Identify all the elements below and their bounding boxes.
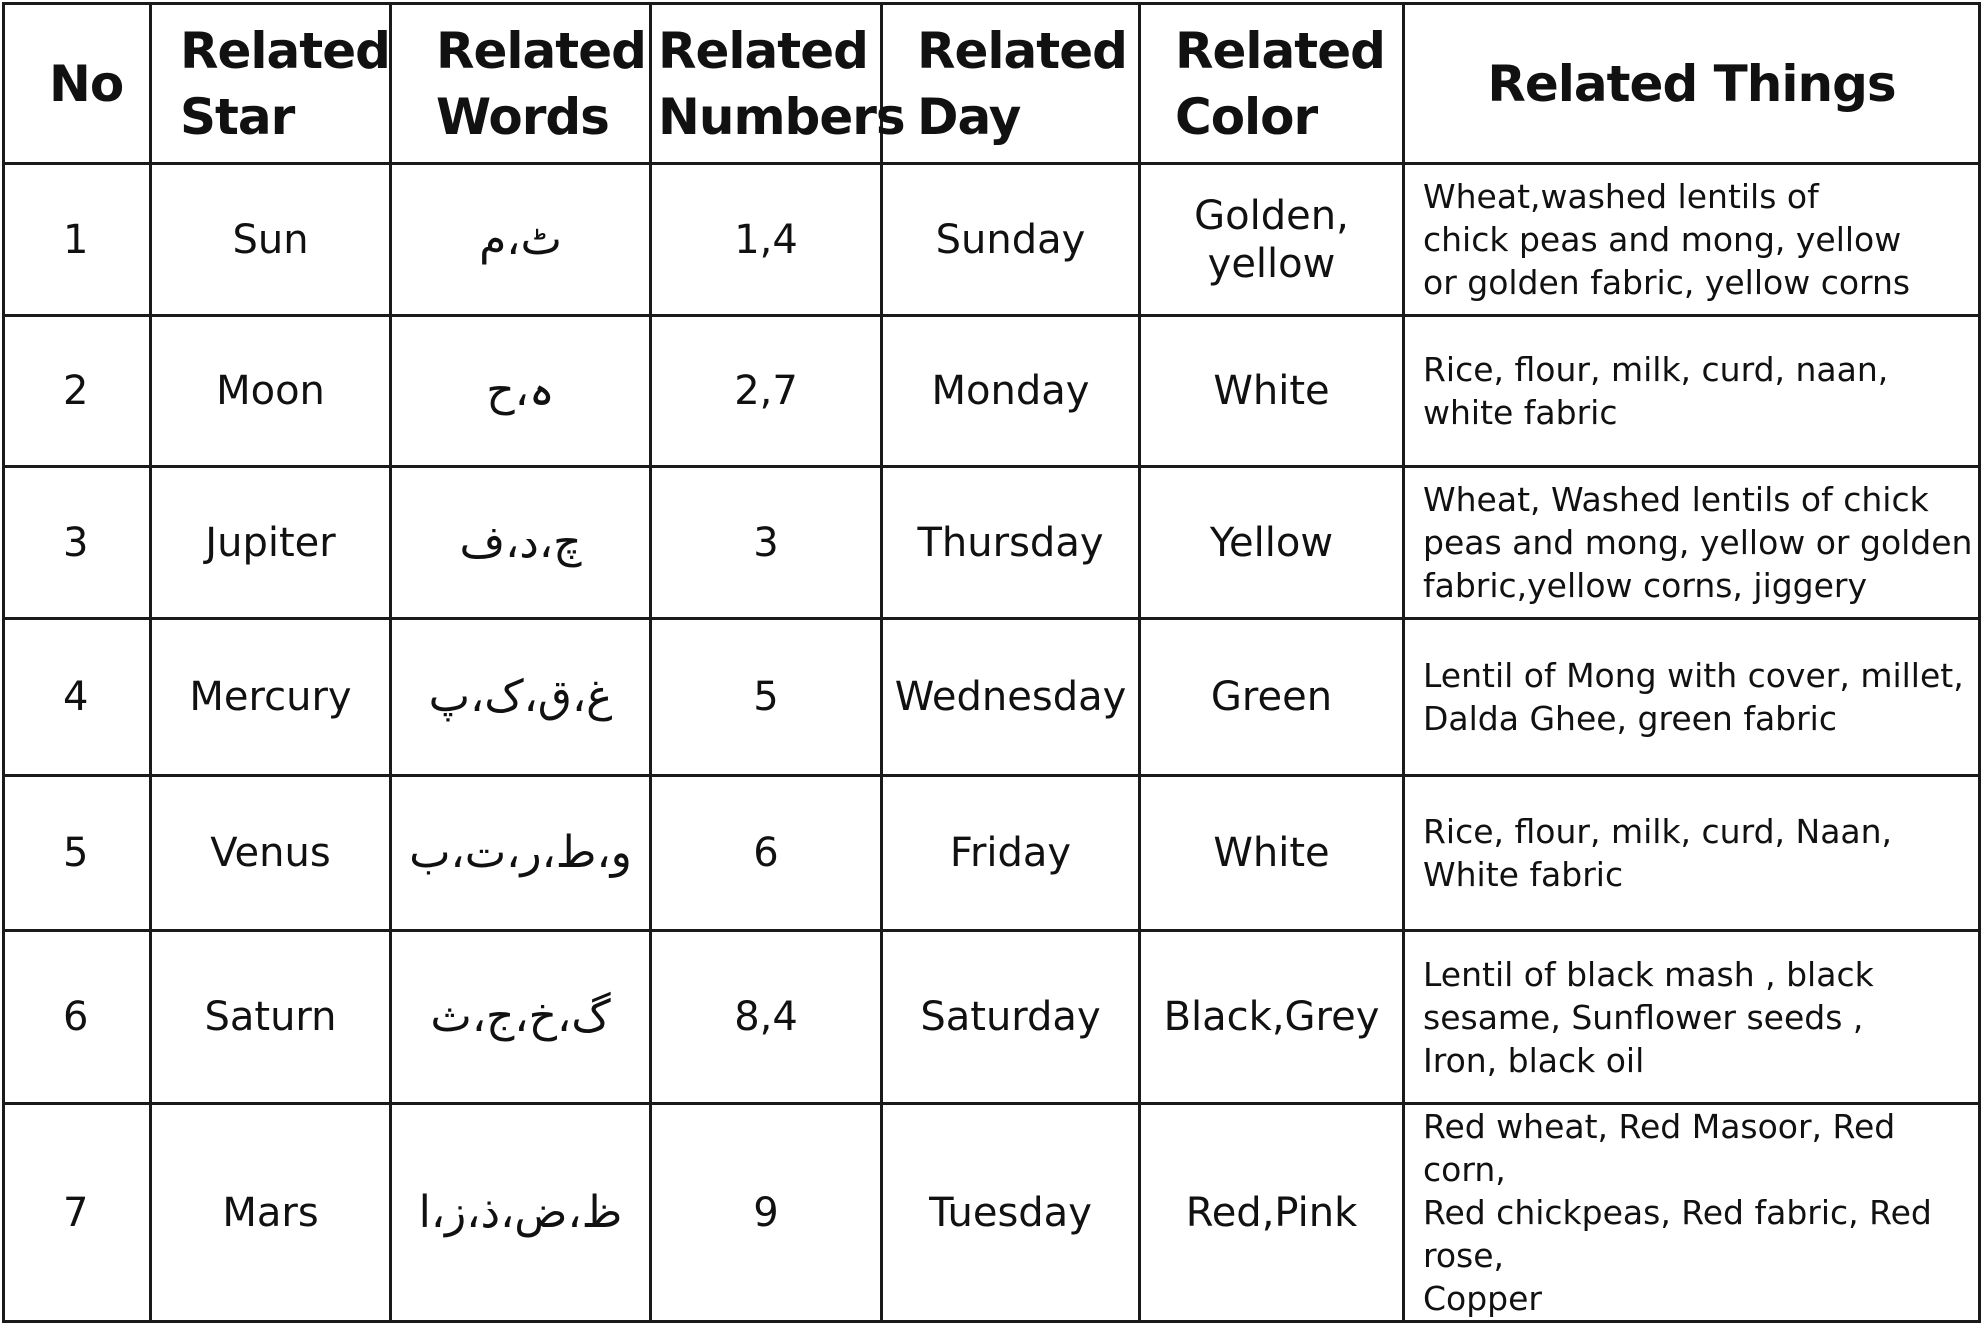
cell-color bbox=[1140, 467, 1404, 619]
header-related-star bbox=[151, 4, 391, 164]
cell-words: ٹ،م bbox=[391, 164, 651, 316]
cell-things-line: Red chickpeas, Red fabric, Red rose, bbox=[1423, 1193, 1932, 1275]
cell-no: 5 bbox=[4, 776, 151, 931]
header-numbers-line-1: Related bbox=[658, 21, 868, 80]
cell-day: Friday bbox=[882, 776, 1140, 931]
cell-no: 7 bbox=[4, 1104, 151, 1322]
cell-star: Venus bbox=[151, 776, 391, 931]
cell-color bbox=[1140, 776, 1404, 931]
header-color-line-2: Color bbox=[1175, 87, 1318, 146]
cell-things bbox=[1404, 164, 1980, 316]
cell-color-line: Black,Grey bbox=[1163, 994, 1380, 1040]
cell-numbers: 9 bbox=[651, 1104, 882, 1322]
cell-numbers: 6 bbox=[651, 776, 882, 931]
cell-color bbox=[1140, 1104, 1404, 1322]
cell-no: 6 bbox=[4, 931, 151, 1104]
table-row bbox=[4, 1104, 1980, 1322]
cell-things bbox=[1404, 316, 1980, 467]
cell-day: Thursday bbox=[882, 467, 1140, 619]
cell-things-line: Iron, black oil bbox=[1423, 1040, 1645, 1080]
cell-things bbox=[1404, 776, 1980, 931]
cell-star: Sun bbox=[151, 164, 391, 316]
header-things-label: Related Things bbox=[1487, 54, 1896, 113]
header-no-label: No bbox=[49, 54, 124, 113]
cell-numbers: 3 bbox=[651, 467, 882, 619]
cell-things-line: Lentil of black mash , black bbox=[1423, 954, 1874, 994]
cell-color-line: Red,Pink bbox=[1185, 1189, 1358, 1236]
table-row bbox=[4, 619, 1980, 776]
cell-day: Sunday bbox=[882, 164, 1140, 316]
cell-star: Mercury bbox=[151, 619, 391, 776]
cell-color bbox=[1140, 164, 1404, 316]
cell-things-line: White fabric bbox=[1423, 855, 1624, 894]
cell-things bbox=[1404, 1104, 1980, 1322]
cell-things-line: white fabric bbox=[1423, 393, 1618, 432]
table-row bbox=[4, 316, 1980, 467]
header-numbers-line-2: Numbers bbox=[658, 87, 905, 146]
cell-things-line: Dalda Ghee, green fabric bbox=[1423, 699, 1837, 738]
header-star-line-1: Related bbox=[180, 21, 390, 80]
cell-things-line: Copper bbox=[1423, 1279, 1542, 1318]
cell-things bbox=[1404, 467, 1980, 619]
cell-things-line: chick peas and mong, yellow bbox=[1423, 220, 1902, 259]
cell-numbers: 8,4 bbox=[651, 931, 882, 1104]
table-row bbox=[4, 931, 1980, 1104]
header-color-line-1: Related bbox=[1175, 21, 1385, 80]
cell-things-line: peas and mong, yellow or golden bbox=[1423, 523, 1973, 562]
table-row bbox=[4, 467, 1980, 619]
cell-no: 3 bbox=[4, 467, 151, 619]
header-related-words bbox=[391, 4, 651, 164]
cell-color-line: Green bbox=[1210, 674, 1333, 720]
cell-no: 2 bbox=[4, 316, 151, 467]
cell-day: Tuesday bbox=[882, 1104, 1140, 1322]
cell-words: و،ط،ر،ت،ب bbox=[391, 776, 651, 931]
cell-star: Moon bbox=[151, 316, 391, 467]
header-row bbox=[4, 4, 1980, 164]
header-related-color bbox=[1140, 4, 1404, 164]
table-row bbox=[4, 164, 1980, 316]
cell-things-line: Wheat,washed lentils of bbox=[1423, 177, 1819, 216]
header-day-line-1: Related bbox=[917, 21, 1127, 80]
header-star-line-2: Star bbox=[180, 87, 295, 146]
cell-words: چ،د،ف bbox=[391, 467, 651, 619]
cell-things-line: or golden fabric, yellow corns bbox=[1423, 263, 1911, 302]
cell-color-line: Golden, bbox=[1194, 192, 1349, 239]
cell-star: Mars bbox=[151, 1104, 391, 1322]
header-related-things bbox=[1404, 4, 1980, 164]
astrology-table bbox=[2, 2, 1981, 1323]
cell-words: ہ،ح bbox=[391, 316, 651, 467]
cell-things-line: Lentil of Mong with cover, millet, bbox=[1423, 656, 1964, 695]
cell-things-line: Red wheat, Red Masoor, Red corn, bbox=[1423, 1107, 1896, 1189]
header-no bbox=[4, 4, 151, 164]
cell-words: گ،خ،ج،ث bbox=[391, 931, 651, 1104]
cell-color-line: yellow bbox=[1207, 240, 1336, 287]
cell-color-line: Yellow bbox=[1209, 519, 1334, 566]
header-related-day bbox=[882, 4, 1140, 164]
header-related-numbers bbox=[651, 4, 905, 164]
cell-color-line: White bbox=[1213, 830, 1330, 876]
cell-things-line: Rice, flour, milk, curd, Naan, bbox=[1423, 812, 1893, 851]
cell-words: غ،ق،ک،پ bbox=[391, 619, 651, 776]
cell-things-line: sesame, Sunflower seeds , bbox=[1423, 997, 1864, 1037]
cell-numbers: 5 bbox=[651, 619, 882, 776]
header-words-line-1: Related bbox=[436, 21, 646, 80]
table-row bbox=[4, 776, 1980, 931]
cell-things-line: fabric,yellow corns, jiggery bbox=[1423, 566, 1868, 605]
cell-no: 1 bbox=[4, 164, 151, 316]
cell-color bbox=[1140, 931, 1404, 1104]
cell-things bbox=[1404, 619, 1980, 776]
header-words-line-2: Words bbox=[436, 87, 609, 146]
cell-day: Wednesday bbox=[882, 619, 1140, 776]
cell-color bbox=[1140, 316, 1404, 467]
cell-star: Jupiter bbox=[151, 467, 391, 619]
cell-numbers: 1,4 bbox=[651, 164, 882, 316]
cell-no: 4 bbox=[4, 619, 151, 776]
header-day-line-2: Day bbox=[917, 87, 1021, 146]
cell-things-line: Wheat, Washed lentils of chick bbox=[1423, 480, 1929, 519]
cell-words: ظ،ض،ذ،ز،ا bbox=[391, 1104, 651, 1322]
cell-color-line: White bbox=[1213, 368, 1330, 414]
cell-star: Saturn bbox=[151, 931, 391, 1104]
cell-color bbox=[1140, 619, 1404, 776]
cell-things bbox=[1404, 931, 1980, 1104]
cell-day: Monday bbox=[882, 316, 1140, 467]
cell-things-line: Rice, flour, milk, curd, naan, bbox=[1423, 350, 1889, 389]
cell-numbers: 2,7 bbox=[651, 316, 882, 467]
cell-day: Saturday bbox=[882, 931, 1140, 1104]
